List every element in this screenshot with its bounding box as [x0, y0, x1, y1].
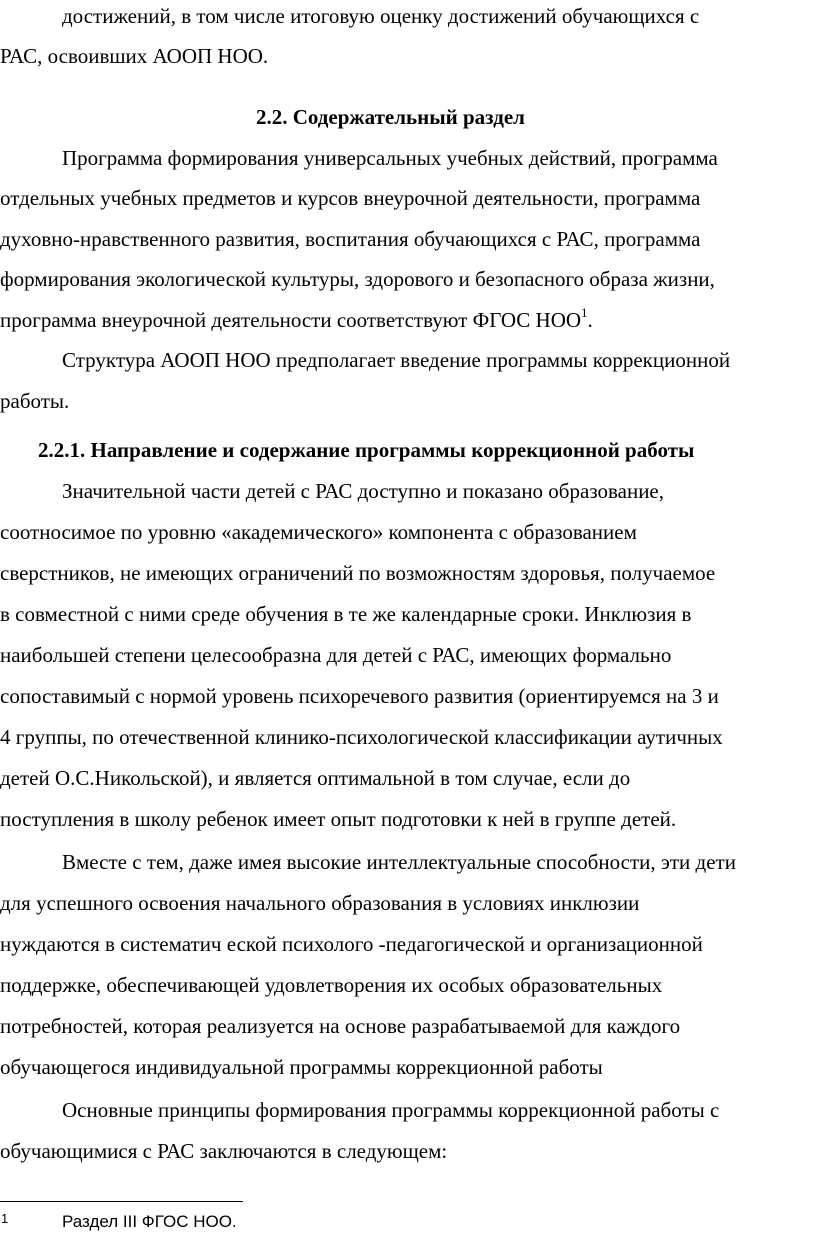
footnote-separator [0, 1201, 243, 1202]
paragraph-line: детей О.С.Никольской), и является оптимальной в том случае, если до [0, 766, 631, 790]
paragraph-line: Структура АООП НОО предполагает введение программы коррекционной [62, 348, 731, 372]
section-heading: 2.2. Содержательный раздел [256, 105, 525, 129]
intro-line-2: РАС, освоивших АООП НОО. [0, 44, 269, 68]
paragraph-line: обучающимися с РАС заключаются в следующем: [0, 1139, 448, 1163]
paragraph-line: для успешного освоения начального образования в условиях инклюзии [0, 891, 640, 915]
paragraph-line: отдельных учебных предметов и курсов внеурочной деятельности, программа [0, 186, 701, 210]
paragraph-line: формирования экологической культуры, здорового и безопасного образа жизни, [0, 267, 715, 291]
paragraph-line: сопоставимый с нормой уровень психоречевого развития (ориентируемся на 3 и [0, 684, 719, 708]
paragraph-line: поддержке, обеспечивающей удовлетворения их особых образовательных [0, 973, 663, 997]
paragraph-line: сверстников, не имеющих ограничений по возможностям здоровья, получаемое [0, 561, 716, 585]
paragraph-line: 4 группы, по отечественной клинико-психологической классификации аутичных [0, 725, 723, 749]
paragraph-line: работы. [0, 389, 70, 413]
footnote-number: 1 [1, 1211, 9, 1226]
paragraph-line: Значительной части детей с РАС доступно и показано образование, [62, 479, 664, 503]
paragraph-line: наибольшей степени целесообразна для детей с РАС, имеющих формально [0, 643, 672, 667]
paragraph-line: в совместной с ними среде обучения в те же календарные сроки. Инклюзия в [0, 602, 692, 626]
paragraph-line: Основные принципы формирования программы коррекционной работы с [62, 1098, 720, 1122]
paragraph-line: потребностей, которая реализуется на основе разрабатываемой для каждого [0, 1014, 681, 1038]
paragraph-line: поступления в школу ребенок имеет опыт подготовки к ней в группе детей. [0, 807, 677, 831]
paragraph-text: программа внеурочной деятельности соответствуют ФГОС НОО [0, 308, 582, 332]
footnote-reference: 1 [581, 305, 588, 320]
paragraph-end: . [587, 308, 593, 332]
paragraph-line-with-footnote [0, 307, 593, 333]
paragraph-line: нуждаются в систематич еской психолого -педагогической и организационной [0, 932, 703, 956]
paragraph-line: обучающегося индивидуальной программы коррекционной работы [0, 1055, 603, 1079]
paragraph-line: Программа формирования универсальных учебных действий, программа [62, 146, 718, 170]
paragraph-line: Вместе с тем, даже имея высокие интеллектуальные способности, эти дети [62, 850, 736, 874]
footnote-text: Раздел III ФГОС НОО. [62, 1212, 237, 1231]
paragraph-line: соотносимое по уровню «академического» компонента с образованием [0, 520, 637, 544]
subsection-heading: 2.2.1. Направление и содержание программы коррекционной работы [38, 438, 695, 462]
paragraph-line: духовно-нравственного развития, воспитания обучающихся с РАС, программа [0, 227, 701, 251]
intro-line-1: достижений, в том числе итоговую оценку достижений обучающихся с [62, 4, 700, 28]
